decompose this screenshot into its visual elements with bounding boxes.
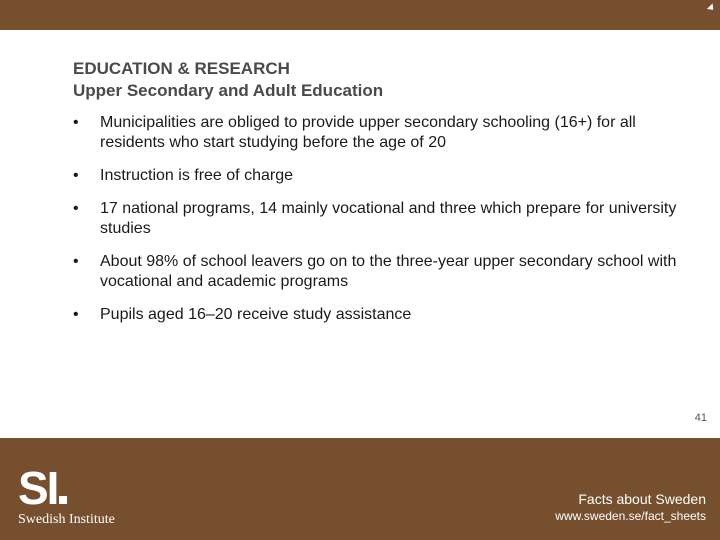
corner-arrow-icon[interactable] bbox=[707, 3, 716, 12]
footer-info bbox=[555, 490, 706, 524]
bullet-dot-icon: • bbox=[73, 306, 79, 323]
logo-mark bbox=[18, 462, 115, 514]
bullet-text: 17 national programs, 14 mainly vocational and three which prepare for university studies bbox=[100, 200, 677, 237]
facts-label: Facts about Sweden bbox=[578, 491, 706, 507]
bullet-text: Instruction is free of charge bbox=[100, 167, 293, 184]
page-number: 41 bbox=[694, 412, 707, 424]
bullet-list bbox=[73, 113, 693, 338]
bullet-dot-icon: • bbox=[73, 200, 79, 217]
bullet-dot-icon: • bbox=[73, 167, 79, 184]
footer bbox=[0, 438, 720, 540]
list-item bbox=[73, 252, 693, 292]
bullet-dot-icon: • bbox=[73, 253, 79, 270]
list-item bbox=[73, 113, 693, 153]
bullet-text: Municipalities are obliged to provide upper secondary schooling (16+) for all residents who start studying before the age of 20 bbox=[100, 114, 636, 151]
bullet-dot-icon: • bbox=[73, 114, 79, 131]
logo-name: Swedish Institute bbox=[18, 512, 115, 527]
logo-letters: SI bbox=[18, 462, 58, 514]
list-item bbox=[73, 166, 693, 186]
list-item bbox=[73, 199, 693, 239]
title-line-1: EDUCATION & RESEARCH bbox=[73, 59, 290, 78]
swedish-institute-logo bbox=[18, 462, 115, 528]
top-bar bbox=[0, 0, 720, 30]
footer-url-link[interactable]: www.sweden.se/fact_sheets bbox=[555, 509, 706, 523]
slide-title bbox=[73, 58, 383, 102]
list-item bbox=[73, 305, 693, 325]
bullet-text: Pupils aged 16–20 receive study assistance bbox=[100, 306, 412, 323]
bullet-text: About 98% of school leavers go on to the three-year upper secondary school with vocational and academic programs bbox=[100, 253, 677, 290]
title-line-2: Upper Secondary and Adult Education bbox=[73, 81, 384, 100]
logo-dot-icon bbox=[59, 496, 67, 504]
